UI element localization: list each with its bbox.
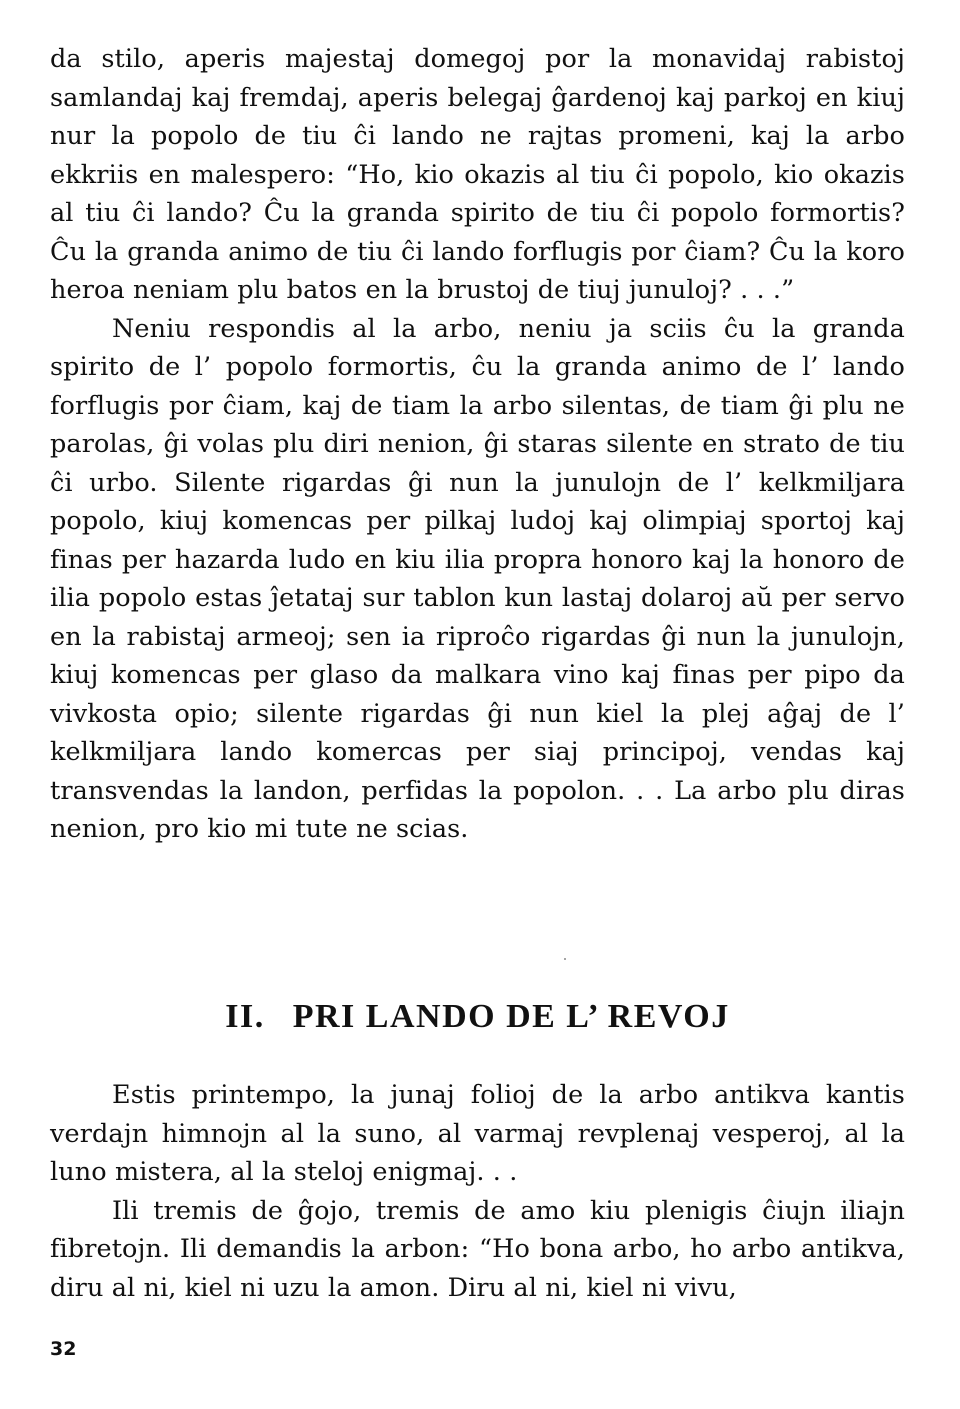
paragraph-continued: da stilo, aperis majestaj domegoj por la monavidaj rabistoj samlandaj kaj fremdaj, aperis belegaj ĝardenoj kaj parkoj en kiuj nur la popolo de tiu ĉi lando ne rajtas promeni, kaj la arbo ekkriis en malespero: “Ho, kio okazis al tiu ĉi popolo, kio okazis al tiu ĉi lando? Ĉu la granda spirito de tiu ĉi popolo formortis? Ĉu la granda animo de tiu ĉi lando forflugis por ĉiam? Ĉu la koro heroa neniam plu batos en la brustoj de tiuj junuloj? . . .” [50,44,905,305]
section-number: II. [225,998,265,1035]
paragraph: Ili tremis de ĝojo, tremis de amo kiu plenigis ĉiujn iliajn fibretojn. Ili demandis la arbon: “Ho bona arbo, ho arbo antikva, diru al ni, kiel ni uzu la amon. Diru al ni, kiel ni vivu, [50,1195,905,1303]
text-block-bottom [50,1076,905,1307]
section-heading [50,998,905,1036]
separator-dot [564,958,566,960]
paragraph: Neniu respondis al la arbo, neniu ja sciis ĉu la granda spirito de l’ popolo formortis, ĉu la granda animo de l’ lando forflugis por ĉiam, kaj de tiam la arbo silentas, de tiam ĝi plu ne parolas, ĝi volas plu diri nenion, ĝi staras silente en strato de tiu ĉi urbo. Silente rigardas ĝi nun la junulojn de l’ kelkmiljara popolo, kiuj komencas per pilkaj ludoj kaj olimpiaj sportoj kaj finas per hazarda ludo en kiu ilia propra honoro kaj la honoro de ilia popolo estas ĵetataj sur tablon kun lastaj dolaroj aŭ per servo en la rabistaj armeoj; sen ia riproĉo rigardas ĝi nun la junulojn, kiuj komencas per glaso da malkara vino kaj finas per pipo da vivkosta opio; silente rigardas ĝi nun kiel la plej aĝaj de l’ kelkmiljara lando komercas per siaj principoj, vendas kaj transvendas la landon, perfidas la popolon. . . La arbo plu diras nenion, pro kio mi tute ne scias. [50,313,905,844]
section-title: PRI LANDO DE L’ REVOJ [292,998,730,1035]
paragraph: Estis printempo, la junaj folioj de la arbo antikva kantis verdajn himnojn al la suno, al varmaj revplenaj vesperoj, al la luno mistera, al la steloj enigmaj. . . [50,1080,905,1187]
page-number: 32 [50,1338,77,1360]
text-block-top [50,40,905,849]
book-page [50,40,905,1380]
